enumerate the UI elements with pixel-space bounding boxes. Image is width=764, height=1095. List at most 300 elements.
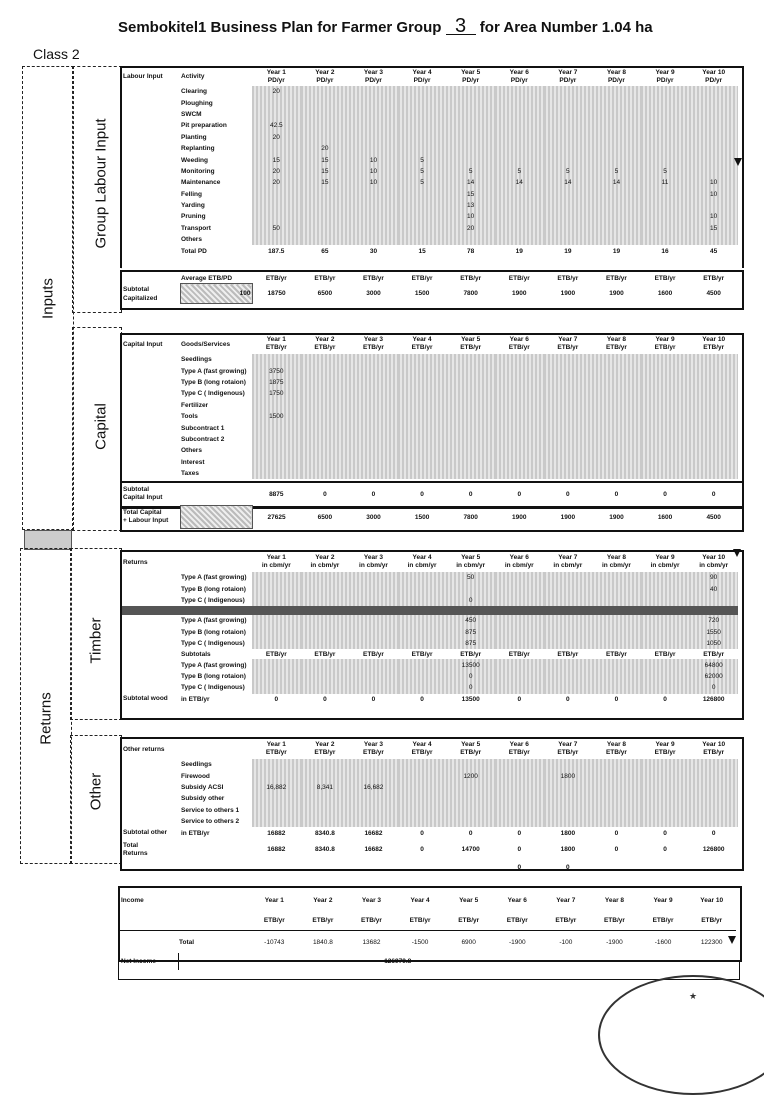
timber-cbm-value [349, 583, 398, 594]
timber-price-value: 1550 [689, 627, 738, 638]
labour-value [301, 234, 350, 245]
labour-value: 20 [252, 132, 301, 143]
timber-cbm-value: 50 [446, 572, 495, 583]
row-spacer [122, 682, 180, 693]
year-header: Year 5 ETB/yr [460, 336, 482, 351]
income-total-value: -10743 [250, 931, 299, 954]
income-label: Income [121, 896, 144, 904]
below-row-value [592, 861, 641, 875]
column-header: Activity [181, 73, 205, 80]
income-total-value: 6900 [444, 931, 493, 954]
other-value: 16,682 [349, 782, 398, 793]
year-header: Year 1 ETB/yr [265, 741, 287, 756]
year-header: Year 3 in cbm/yr [359, 554, 388, 569]
row-spacer [122, 120, 180, 131]
other-value [689, 816, 738, 827]
capital-subtotal-table [122, 483, 738, 529]
capital-value [592, 457, 641, 468]
class-label: Class 2 [33, 46, 80, 62]
net-income-label: Net Income [121, 958, 157, 965]
labour-value [495, 211, 544, 222]
year-header: Year 6 ETB/yr [508, 741, 530, 756]
labour-value [495, 154, 544, 165]
other-value [446, 782, 495, 793]
capital-value [641, 411, 690, 422]
labour-value [544, 109, 593, 120]
row-spacer [122, 132, 180, 143]
labour-value [641, 211, 690, 222]
timber-etb-value [398, 659, 447, 670]
timber-price-value: 875 [446, 627, 495, 638]
etb-header: ETB/yr [411, 650, 433, 658]
row-spacer [122, 595, 180, 606]
labour-value: 5 [446, 166, 495, 177]
timber-cbm-value [398, 572, 447, 583]
timber-etb-value [544, 682, 593, 693]
labour-value [301, 109, 350, 120]
timber-price-value [544, 638, 593, 649]
capital-value [301, 445, 350, 456]
other-value [301, 770, 350, 781]
labour-value [495, 223, 544, 234]
column-header: Labour Input [123, 73, 163, 80]
capital-value [495, 388, 544, 399]
labour-value [252, 97, 301, 108]
labour-label: Total PD [181, 247, 207, 255]
other-value [641, 805, 690, 816]
etb-header: ETB/yr [654, 650, 676, 658]
other-subtotal-value: 0 [420, 829, 424, 837]
year-header: Year 9 in cbm/yr [650, 554, 680, 569]
labour-value: 10 [689, 211, 738, 222]
timber-price-value [349, 615, 398, 626]
other-value [446, 805, 495, 816]
other-value [495, 770, 544, 781]
below-row-value [301, 861, 350, 875]
inputs-tab [24, 530, 72, 550]
labour-value: 5 [592, 166, 641, 177]
labour-value [641, 97, 690, 108]
timber-price-value [252, 638, 301, 649]
capital-subtotal-value: 0 [468, 490, 473, 498]
timber-price-value [592, 638, 641, 649]
timber-price-value [301, 615, 350, 626]
other-subtotal [122, 827, 738, 838]
timber-etb-row [122, 682, 738, 693]
labour-value [349, 132, 398, 143]
timber-cbm-value [592, 583, 641, 594]
spacer [120, 910, 178, 931]
year-header: Year 1 in cbm/yr [261, 554, 291, 569]
capital-value [544, 354, 593, 365]
capital-label: Others [181, 447, 202, 455]
below-row-value [446, 861, 495, 875]
capital-value [398, 388, 447, 399]
capital-value [252, 434, 301, 445]
labour-value: 11 [641, 177, 690, 188]
other-value: 1200 [446, 770, 495, 781]
labour-value: 13 [446, 200, 495, 211]
labour-value [592, 189, 641, 200]
subtotals-label: Subtotals [181, 650, 211, 658]
capital-value [398, 377, 447, 388]
capital-row [122, 445, 738, 456]
other-value [592, 805, 641, 816]
income-total-value: -1600 [639, 931, 688, 954]
timber-etb-value: 64800 [689, 659, 738, 670]
capital-subtotal-value: 0 [371, 490, 376, 498]
column-header: Goods/Services [181, 340, 231, 348]
column-header: Capital Input [123, 340, 163, 348]
etb-header: ETB/yr [265, 274, 287, 282]
capital-subtotal-value: 0 [663, 490, 667, 498]
capital-value [252, 400, 301, 411]
labour-row [122, 166, 738, 177]
row-spacer [122, 86, 180, 97]
labour-value [398, 200, 447, 211]
timber-cbm-value [592, 595, 641, 606]
below-row-value [398, 861, 447, 875]
year-header: Year 10 [700, 896, 724, 904]
row-spacer [122, 177, 180, 188]
year-header: Year 4 PD/yr [412, 68, 432, 84]
labour-value [641, 109, 690, 120]
capital-row [122, 400, 738, 411]
row-spacer [122, 659, 180, 670]
capital-label: Interest [181, 458, 205, 466]
labour-subtotal-value: 6500 [317, 290, 333, 297]
capital-value [495, 411, 544, 422]
capital-value [252, 457, 301, 468]
row-spacer [122, 166, 180, 177]
labour-label: Yarding [181, 202, 205, 210]
capital-value [641, 457, 690, 468]
capital-label: Fertilizer [181, 401, 209, 409]
capital-row [122, 388, 738, 399]
timber-price-value [252, 615, 301, 626]
year-header: Year 4 [410, 896, 430, 904]
timber-etb-value [544, 671, 593, 682]
group-number: 3 [446, 18, 476, 35]
labour-row [122, 109, 738, 120]
timber-price-value [349, 638, 398, 649]
labour-value [544, 223, 593, 234]
row-spacer [122, 782, 180, 793]
other-value [349, 805, 398, 816]
capital-value [544, 377, 593, 388]
year-header: Year 5 in cbm/yr [456, 554, 486, 569]
labour-value [252, 189, 301, 200]
labour-value [689, 132, 738, 143]
unit-header: ETB/yr [701, 916, 723, 924]
capital-value: 3750 [252, 365, 301, 376]
capital-value [446, 445, 495, 456]
other-row [122, 805, 738, 816]
labour-value [446, 109, 495, 120]
labour-value: 10 [446, 211, 495, 222]
other-value [398, 782, 447, 793]
labour-value [689, 109, 738, 120]
income-total-value: -1500 [396, 931, 445, 954]
cursor-marker-2 [733, 549, 741, 557]
labour-subtotal-value: 7800 [463, 290, 478, 297]
labour-value: 15 [252, 154, 301, 165]
timber-etb-value [252, 682, 301, 693]
capital-value [544, 457, 593, 468]
capital-total-unit [180, 506, 252, 529]
inputs-label: Inputs [39, 278, 57, 319]
row-spacer [122, 377, 180, 388]
avg-label: Average ETB/PD [181, 274, 233, 282]
income-total-value: -1900 [493, 931, 542, 954]
capital-value [641, 354, 690, 365]
timber-subtotal-value: 0 [614, 695, 619, 703]
row-spacer [122, 143, 180, 154]
official-stamp [598, 975, 764, 1095]
labour-value [398, 143, 447, 154]
capital-subtotal-value: 0 [517, 490, 522, 498]
capital-value [544, 445, 593, 456]
timber-cbm-value: 90 [689, 572, 738, 583]
timber-cbm-value [641, 595, 690, 606]
other-subtotal-value: 0 [468, 829, 473, 837]
capital-value [252, 445, 301, 456]
other-value [349, 759, 398, 770]
income-total-label: Total [178, 931, 250, 954]
labour-value [544, 143, 593, 154]
capital-value [641, 400, 690, 411]
year-header: Year 6 PD/yr [509, 68, 529, 84]
labour-subtotal-value: 4500 [706, 290, 721, 297]
labour-value: 15 [301, 154, 350, 165]
capital-row [122, 457, 738, 468]
labour-value: 10 [689, 177, 738, 188]
labour-row [122, 189, 738, 200]
unit-header: ETB/yr [458, 916, 480, 924]
capital-value [349, 388, 398, 399]
row-spacer [122, 445, 180, 456]
group-labour-label: Group Labour Input [92, 118, 110, 249]
income-total-value: 1840.8 [299, 931, 348, 954]
labour-value [446, 97, 495, 108]
capital-value [592, 411, 641, 422]
unit-header: ETB/yr [555, 916, 577, 924]
capital-value [446, 377, 495, 388]
other-value [301, 793, 350, 804]
labour-value: 14 [446, 177, 495, 188]
year-header: Year 6 in cbm/yr [504, 554, 534, 569]
capital-value [349, 377, 398, 388]
capital-value [689, 411, 738, 422]
row-spacer [122, 411, 180, 422]
labour-value [398, 109, 447, 120]
other-subtotal-unit: in ETB/yr [181, 829, 210, 837]
row-spacer [122, 759, 180, 770]
timber-etb-row [122, 671, 738, 682]
capital-value [689, 434, 738, 445]
labour-value [349, 234, 398, 245]
capital-value [349, 411, 398, 422]
row-spacer [122, 234, 180, 245]
timber-price-value: 720 [689, 615, 738, 626]
other-row [122, 759, 738, 770]
spacer [122, 273, 180, 284]
total-returns-label: Total Returns [123, 841, 148, 857]
other-label: Other [87, 772, 105, 811]
timber-price-value [301, 638, 350, 649]
labour-row [122, 200, 738, 211]
timber-cbm-value [398, 595, 447, 606]
labour-value: 15 [301, 166, 350, 177]
labour-value: 10 [349, 154, 398, 165]
row-spacer [122, 245, 180, 256]
row-spacer [122, 638, 180, 649]
year-header: Year 4 in cbm/yr [407, 554, 437, 569]
labour-value [641, 86, 690, 97]
year-header: Year 8 [604, 896, 625, 904]
other-value [446, 816, 495, 827]
labour-value [641, 154, 690, 165]
unit-header: ETB/yr [409, 916, 431, 924]
unit-header: ETB/yr [603, 916, 625, 924]
timber-cbm-value [349, 572, 398, 583]
timber-price-row [122, 627, 738, 638]
row-spacer [122, 671, 180, 682]
below-row-value [689, 861, 738, 875]
capital-value [495, 377, 544, 388]
capital-value [349, 468, 398, 479]
timber-etb-value [252, 671, 301, 682]
capital-value [398, 400, 447, 411]
year-header: Year 9 [653, 896, 673, 904]
labour-value [349, 200, 398, 211]
capital-value [641, 365, 690, 376]
timber-cbm-value [592, 572, 641, 583]
capital-value [349, 400, 398, 411]
labour-value: 15 [446, 189, 495, 200]
timber-cbm-value [544, 572, 593, 583]
capital-value [641, 445, 690, 456]
other-value [398, 816, 447, 827]
labour-value [689, 200, 738, 211]
other-value [252, 816, 301, 827]
capital-label: Subcontract 2 [181, 435, 225, 443]
spacer [178, 890, 250, 910]
timber-cbm-value [252, 595, 301, 606]
etb-header: ETB/yr [703, 650, 725, 658]
labour-row [122, 154, 738, 165]
timber-price-value [495, 627, 544, 638]
year-header: Year 3 ETB/yr [363, 336, 384, 351]
capital-value [689, 468, 738, 479]
other-label: Seedlings [181, 761, 212, 769]
etb-header: ETB/yr [460, 274, 482, 282]
timber-subtotal-value: 0 [566, 695, 570, 703]
labour-row [122, 223, 738, 234]
labour-value: 42.5 [252, 120, 301, 131]
labour-value [446, 120, 495, 131]
other-row [122, 816, 738, 827]
other-value [641, 793, 690, 804]
labour-value [398, 132, 447, 143]
year-header: Year 7 ETB/yr [557, 741, 579, 756]
labour-value [689, 166, 738, 177]
labour-value [349, 120, 398, 131]
row-spacer [122, 816, 180, 827]
capital-total-value: 1900 [560, 513, 576, 521]
capital-value [592, 422, 641, 433]
year-header: Year 1 [264, 896, 284, 904]
labour-value [252, 211, 301, 222]
labour-value: 16 [661, 247, 669, 255]
capital-label: Seedlings [181, 356, 212, 364]
capital-value [592, 377, 641, 388]
labour-value [301, 200, 350, 211]
capital-value [689, 377, 738, 388]
labour-value [592, 211, 641, 222]
timber-etb-value [592, 682, 641, 693]
title-prefix: Sembokitel1 Business Plan for Farmer Group [118, 19, 442, 36]
row-spacer [122, 223, 180, 234]
timber-cbm-value [446, 583, 495, 594]
labour-value: 19 [564, 247, 572, 255]
total-returns-unit [180, 839, 252, 861]
row-spacer [122, 457, 180, 468]
year-header: Year 5 [459, 896, 479, 904]
capital-value [592, 468, 641, 479]
capital-value [446, 365, 495, 376]
labour-value [446, 234, 495, 245]
labour-value: 20 [446, 223, 495, 234]
timber-etb-label: Type B (long rotaion) [181, 672, 246, 680]
etb-header: ETB/yr [508, 274, 530, 282]
capital-value [301, 377, 350, 388]
labour-value [641, 200, 690, 211]
capital-value [446, 422, 495, 433]
timber-cbm-value [641, 583, 690, 594]
capital-row [122, 354, 738, 365]
labour-value [592, 234, 641, 245]
other-row [122, 782, 738, 793]
other-value [592, 782, 641, 793]
labour-value [641, 234, 690, 245]
other-value [641, 816, 690, 827]
labour-value: 78 [467, 247, 475, 255]
row-spacer [122, 468, 180, 479]
capital-value [641, 377, 690, 388]
capital-value [592, 445, 641, 456]
labour-subtotal-label: Subtotal Capitalized [123, 285, 158, 302]
capital-label: Type C ( Indigenous) [181, 390, 245, 398]
timber-subtotal-label: Subtotal wood [123, 695, 168, 703]
row-spacer [122, 388, 180, 399]
labour-value [495, 109, 544, 120]
timber-etb-value [301, 682, 350, 693]
etb-header: ETB/yr [314, 650, 336, 658]
timber-cbm-value [544, 595, 593, 606]
etb-header: ETB/yr [460, 650, 482, 658]
timber-etb-value [641, 671, 690, 682]
row-spacer [122, 189, 180, 200]
capital-row [122, 411, 738, 422]
labour-value [398, 189, 447, 200]
labour-value [301, 86, 350, 97]
below-row-value: 0 [517, 864, 522, 872]
labour-value [349, 143, 398, 154]
capital-value [495, 354, 544, 365]
labour-value [641, 223, 690, 234]
other-value [641, 759, 690, 770]
